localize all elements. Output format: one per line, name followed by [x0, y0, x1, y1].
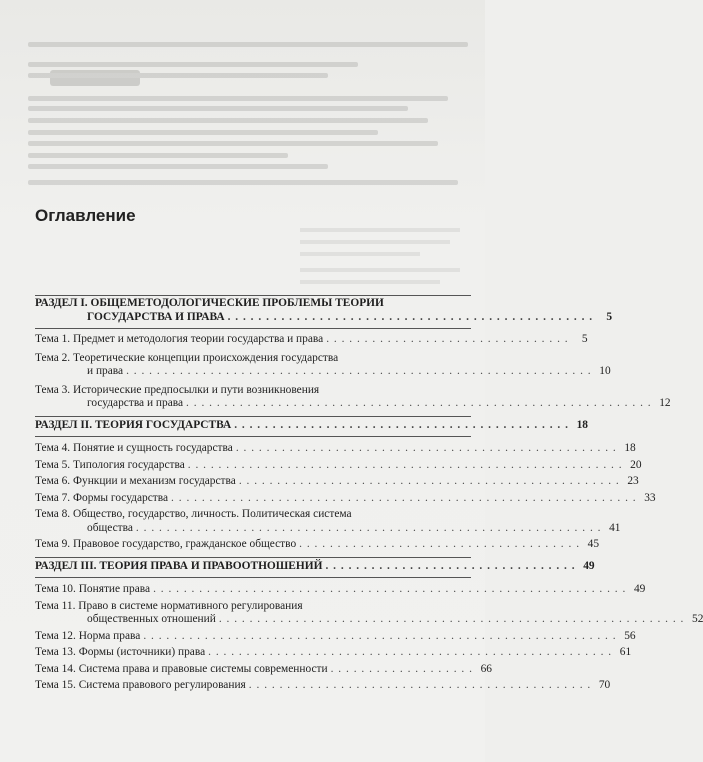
entry-label: Тема 6. Функции и механизм государства: [35, 475, 236, 487]
dot-leader: . . . . . . . . . . . . . . . . . . . . . . . . . . . . . . . . . . . . . . . . . . . . . . . . . . . . .: [208, 646, 613, 658]
entry-label: Тема 8. Общество, государство, личность. Политическая система: [35, 508, 352, 520]
entry-label: Тема 3. Исторические предпосылки и пути возникновения: [35, 383, 320, 396]
section-divider: [35, 436, 471, 437]
dot-leader: . . . . . . . . . . . . . . . . . . . . . . . . . . . . . . . . . . . . . . . . . . . . . . . .: [227, 310, 594, 323]
page-number: 45: [587, 538, 600, 550]
dot-leader: . . . . . . . . . . . . . . . . . . . . . . . . . . . . . . . . . . . . . . . . . . . . . . . . . . . . . . . . . . . . .: [186, 397, 652, 409]
dot-leader: . . . . . . . . . . . . . . . . . . . . . . . . . . . . . . . . . . . . . . . . . . . . . . . . . . . . . . . . . . . . . .: [153, 583, 627, 595]
dot-leader: . . . . . . . . . . . . . . . . . . . . . . . . . . . . . . . . . . . . . . . . . . . . . . . . . . . . . . . . . . . . .: [218, 613, 685, 625]
page-number: 33: [644, 491, 656, 504]
table-of-contents: [35, 295, 703, 693]
toc-entry[interactable]: [35, 662, 492, 677]
dot-leader: . . . . . . . . . . . . . . . . . . . . . . . . . . . . . . . .: [326, 333, 569, 345]
dot-leader: . . . . . . . . . . . . . . . . . . . . . . . . . . . . . . . . .: [325, 559, 576, 572]
entry-label: Тема 10. Понятие права: [35, 583, 151, 595]
toc-entry[interactable]: [35, 333, 588, 347]
toc-entry[interactable]: [35, 508, 621, 535]
page-number: 56: [624, 629, 636, 642]
section-divider: [35, 577, 471, 578]
page-number: 66: [480, 662, 492, 675]
dot-leader: . . . . . . . . . . . . . . . . . . . . . . . . . . . . . . . . . . . . . . . . . . . . . . . . . .: [238, 475, 620, 487]
toc-title: Оглавление: [35, 206, 136, 225]
dot-leader: . . . . . . . . . . . . . . . . . . . . . . . . . . . . . . . . . . . . . . . . . . . . . . . . . . . . . . . . . . . . .: [171, 491, 637, 504]
toc-entry[interactable]: [35, 475, 639, 489]
page-number: 70: [598, 679, 611, 691]
section-heading-3[interactable]: [35, 559, 595, 574]
section-title-line: РАЗДЕЛ I. ОБЩЕМЕТОДОЛОГИЧЕСКИЕ ПРОБЛЕМЫ ТЕОРИИ: [35, 297, 384, 309]
entry-label: Тема 15. Система правового регулирования: [35, 679, 246, 691]
entry-label-continued: государства и права: [87, 397, 184, 409]
section-heading-1[interactable]: [35, 297, 613, 324]
entry-label: Тема 9. Правовое государство, гражданское общество: [35, 538, 297, 550]
toc-entry[interactable]: [35, 491, 656, 506]
toc-entry[interactable]: [35, 629, 636, 644]
dot-leader: . . . . . . . . . . . . . . . . . . . . . . . . . . . . . . . . . . . . . . . . . . . .: [234, 418, 569, 431]
section-title-line: РАЗДЕЛ III. ТЕОРИЯ ПРАВА И ПРАВООТНОШЕНИЙ: [35, 559, 323, 572]
entry-label: Тема 7. Формы государства: [35, 491, 169, 504]
entry-label: Тема 1. Предмет и методология теории государства и права: [35, 333, 324, 345]
entry-label: Тема 11. Право в системе нормативного регулирования: [35, 599, 303, 612]
entry-label: Тема 14. Система права и правовые системы современности: [35, 662, 328, 675]
toc-entry[interactable]: [35, 538, 600, 552]
entry-label-continued: общества: [87, 521, 133, 534]
page-number: 18: [624, 442, 636, 454]
page-number: 52: [692, 613, 703, 625]
entry-label: Тема 2. Теоретические концепции происхождения государства: [35, 351, 339, 364]
page-number: 5: [581, 333, 588, 345]
entry-label: Тема 13. Формы (источники) права: [35, 646, 206, 658]
page-number: 23: [627, 475, 639, 487]
dot-leader: . . . . . . . . . . . . . . . . . . .: [330, 662, 473, 675]
toc-entry[interactable]: [35, 442, 636, 456]
bleed-through-text-2: [300, 224, 460, 294]
page-number: 10: [599, 365, 611, 377]
page-number: 49: [583, 559, 595, 572]
entry-label-continued: и права: [87, 365, 124, 377]
section-heading-2[interactable]: [35, 418, 588, 433]
page-number: 20: [630, 458, 642, 471]
dot-leader: . . . . . . . . . . . . . . . . . . . . . . . . . . . . . . . . . . . . . . . . . . . . . . . . . . . . . . . . . . . . .: [135, 521, 602, 534]
dot-leader: . . . . . . . . . . . . . . . . . . . . . . . . . . . . . . . . . . . . . . . . . . . . . . . . . . . . . . . . . . . . .: [126, 365, 592, 377]
toc-entry[interactable]: [35, 599, 703, 627]
entry-label: Тема 5. Типология государства: [35, 458, 185, 471]
page-number: 5: [606, 310, 613, 323]
entry-label-continued: общественных отношений: [87, 613, 216, 625]
dot-leader: . . . . . . . . . . . . . . . . . . . . . . . . . . . . . . . . . . . . .: [299, 538, 581, 550]
dot-leader: . . . . . . . . . . . . . . . . . . . . . . . . . . . . . . . . . . . . . . . . . . . . . . . . . . . . . . . . . . . . . .: [143, 629, 617, 642]
bleed-through-text: [28, 40, 468, 210]
page-number: 49: [633, 583, 646, 595]
section-divider: [35, 328, 471, 329]
dot-leader: . . . . . . . . . . . . . . . . . . . . . . . . . . . . . . . . . . . . . . . . . . . . . . . . . .: [235, 442, 617, 454]
toc-entry[interactable]: [35, 679, 611, 693]
page-number: 61: [619, 646, 632, 658]
toc-entry[interactable]: [35, 458, 642, 473]
section-title-line: РАЗДЕЛ II. ТЕОРИЯ ГОСУДАРСТВА: [35, 418, 232, 431]
toc-entry[interactable]: [35, 383, 671, 411]
section-divider: [35, 557, 471, 558]
page-number: 41: [609, 521, 621, 534]
toc-entry[interactable]: [35, 646, 632, 660]
entry-label: Тема 4. Понятие и сущность государства: [35, 442, 233, 454]
section-divider: [35, 295, 471, 296]
entry-label: Тема 12. Норма права: [35, 629, 141, 642]
dot-leader: . . . . . . . . . . . . . . . . . . . . . . . . . . . . . . . . . . . . . . . . . . . . . . . . . . . . . . . . .: [187, 458, 623, 471]
page-number: 12: [659, 397, 671, 409]
toc-entry[interactable]: [35, 351, 611, 379]
section-title-line: ГОСУДАРСТВА И ПРАВА: [87, 310, 225, 323]
toc-entry[interactable]: [35, 583, 646, 597]
page-number: 18: [576, 418, 588, 431]
dot-leader: . . . . . . . . . . . . . . . . . . . . . . . . . . . . . . . . . . . . . . . . . . . . .: [248, 679, 592, 691]
section-divider: [35, 416, 471, 417]
